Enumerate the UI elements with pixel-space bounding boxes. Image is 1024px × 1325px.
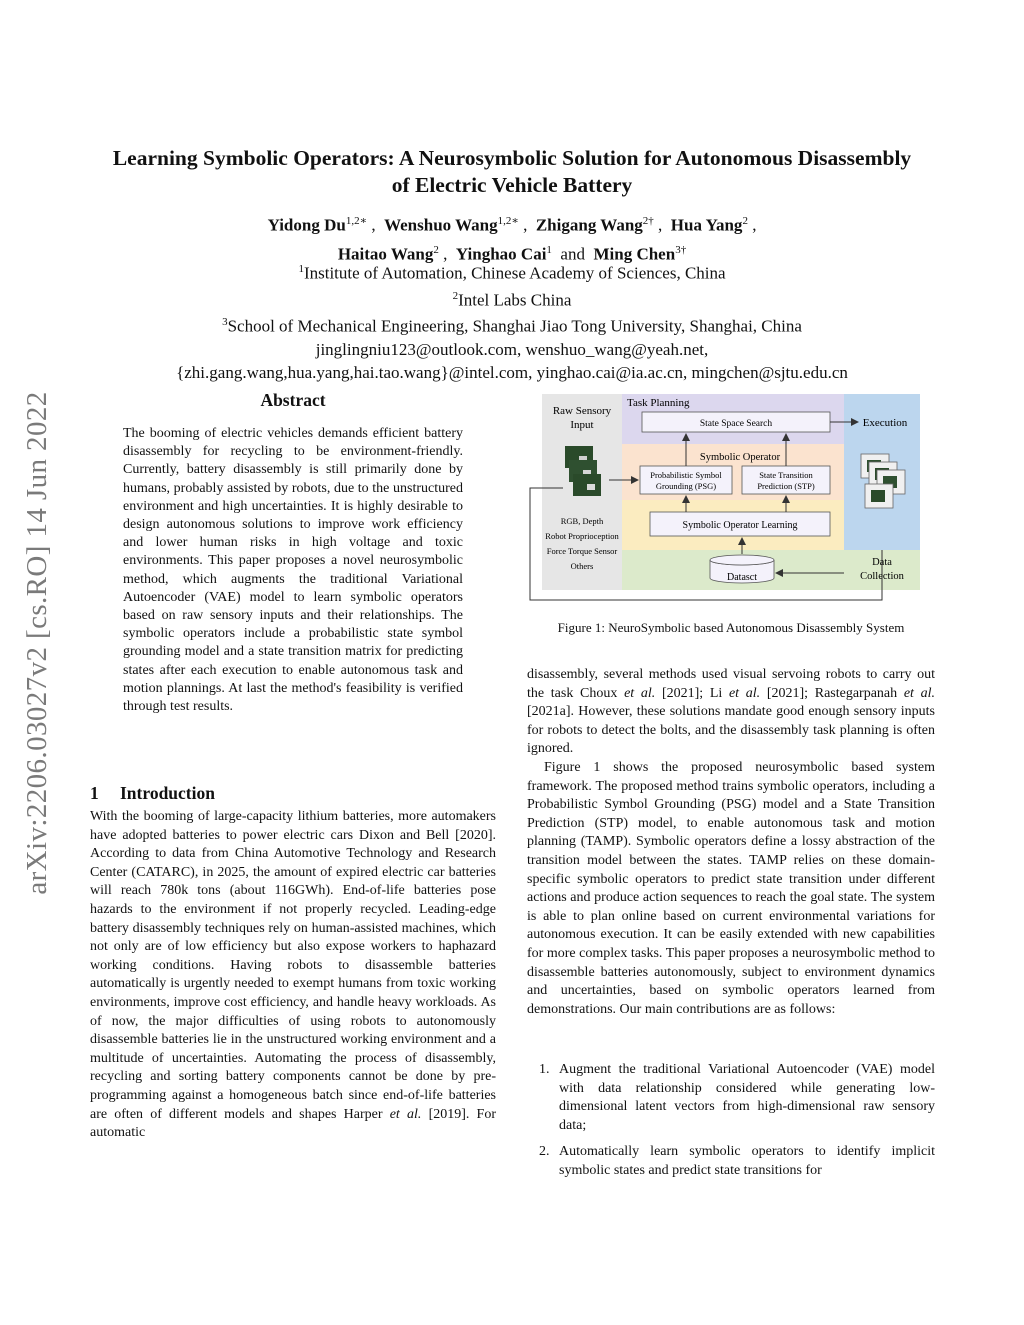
intro-paragraph: Figure 1 shows the proposed neurosymbolic based system framework. The proposed method trains symbolic operators, including a Probabilistic Symbol Grounding (PSG) model and a State Transition Prediction (STP) model, to enable autonomous task and motion planning (TAMP). Symbolic operators define a lossy abstraction of the transition model between the states. TAMP relies on these domain-specific symbolic operators to predict state transition under different actions and produce action sequences to reach the goal state. The system is able to plan online based on current environmental variations for autonomous execution. It can be easily extended with new capabilities for more complex tasks. This paper proposes a neurosymbolic method to disassemble batteries autonomously, subject to environment dynamics and uncertainties, based on symbolic operators learned from demonstrations. Our main contributions are as follows: — [527, 759, 935, 1017]
section-heading-introduction: 1 Introduction — [90, 783, 215, 803]
force-label: Force Torque Sensor — [546, 546, 618, 556]
email-line-2: {zhi.gang.wang,hua.yang,hai.tao.wang}@intel.com, yinghao.cai@ia.ac.cn, mingchen@sjtu.edu.cn — [176, 362, 848, 382]
stp-label: Prediction (STP) — [757, 481, 815, 491]
arxiv-side-stamp: arXiv:2206.03027v2 [cs.RO] 14 Jun 2022 — [21, 391, 53, 895]
affiliation-3: $^3$School of Mechanical Engineering, Shanghai Jiao Tong University, Shanghai, China — [222, 316, 802, 336]
figure-caption: Figure 1: NeuroSymbolic based Autonomous Disassembly System — [557, 620, 905, 635]
paper-title: Learning Symbolic Operators: A Neurosymbolic Solution for Autonomous Disassembly of Electric Vehicle Battery — [112, 146, 912, 197]
symbolic-operator-label: Symbolic Operator — [699, 452, 781, 463]
contributions-list — [527, 1061, 935, 1189]
author-name: Zhigang Wang — [535, 215, 643, 235]
affiliation-2: $^2$Intel Labs China — [452, 289, 572, 310]
psg-label: Probabilistic Symbol — [650, 470, 722, 480]
list-item: 1. Augment the traditional Variational Autoencoder (VAE) model with data relationship considered while generating low-dimensional latent vectors from high-dimensional raw sensory data; — [539, 1062, 935, 1133]
affiliations — [90, 258, 934, 384]
author-name: Hua Yang — [670, 215, 743, 235]
author-name: Wenshuo Wang — [384, 215, 498, 235]
author-name: Yinghao Cai — [455, 244, 547, 264]
psg-label: Grounding (PSG) — [655, 481, 717, 491]
data-collection-label: Data — [872, 557, 892, 568]
email-line-1: jinglingniu123@outlook.com, wenshuo_wang@yeah.net, — [315, 339, 709, 359]
state-space-search-label: State Space Search — [699, 419, 773, 429]
intro-right-column: disassembly, several methods used visual servoing robots to carry out the task Choux et al. [2021]; Li et al. [2021]; Rastegarpanah et al. [2021a]. However, these solutions mandate good enough sensory inputs for robots to detect the bolts, and the disassembly task planning is often ignored. Figure 1 shows the proposed neurosymbolic based system framework. The proposed method trains symbolic operators, including a Probabilistic Symbol Grounding (PSG) model and a State Transition Prediction (STP) model, to enable autonomous task and motion planning (TAMP). Symbolic operators define a lossy abstraction of the transition model between the states. TAMP relies on these domain-specific symbolic operators to predict state transition under different actions and produce action sequences to reach the goal state. The system is able to plan online based on current environmental variations for autonomous execution. It can be easily extended with new capabilities for more complex tasks. This paper proposes a neurosymbolic method to disassemble batteries autonomously, subject to environment dynamics and uncertainties, based on symbolic operators learned from demonstrations. Our main contributions are as follows: — [527, 666, 935, 1019]
abstract-text: The booming of electric vehicles demands efficient battery disassembly for recycling to be environment-friendly. Currently, battery disassembly is still primarily done by humans, probably assisted by robots, due to the unstructured environment and high uncertainties. It is highly desirable to design autonomous solutions to improve work efficiency and lower human risks in high voltage and toxic environments. This paper proposes a novel neurosymbolic method, which augments the traditional Variational Autoencoder (VAE) model to learn symbolic operators based on raw sensory inputs and their relationships. The symbolic operators include a probabilistic state symbol grounding model and a state transition matrix for predicting states after each execution to enable autonomous task and motion plannings. At last the method's feasibility is verified through test results. — [123, 426, 463, 715]
abstract-heading: Abstract — [260, 390, 326, 410]
raw-input-label: Raw Sensory — [552, 405, 612, 417]
execution-label: Execution — [862, 417, 908, 429]
list-item: 2. Automatically learn symbolic operators to identify implicit symbolic states and predict state transitions for — [539, 1144, 935, 1178]
data-collection-label: Collection — [860, 571, 904, 582]
stp-label: State Transition — [759, 470, 813, 480]
intro-left-column: With the booming of large-capacity lithium batteries, more automakers have adopted batteries to power electric cars Dixon and Bell [2020]. According to data from China Automotive Technology and Research Center (CATARC), in 2025, the amount of expired electric car batteries will reach 780k tons (about 116GWh). End-of-life batteries pose hazards to the environment if not properly recycled. Leading-edge battery disassembly techniques rely on human-assisted machines, which not only are of low efficiency but also expose workers to haphazard working conditions. Having robots to disassemble batteries automatically is urgently needed to exempt humans from toxic working environments, improve cost efficiency, and handle heavy workloads. As of now, the major difficulties of using robots to autonomously disassemble batteries lie in the unstructured working environment and a multitude of uncertainties. Automating the process of disassembly, recycling and sorting battery components cannot be done by pre-programming against a homogeneous batch since end-of-life batteries are often of different models and shapes Harper et al. [2019]. For automatic — [90, 809, 497, 1141]
affiliation-1: $^1$Institute of Automation, Chinese Academy of Sciences, China — [298, 263, 726, 283]
learning-label: Symbolic Operator Learning — [682, 520, 798, 531]
author-list: Yidong $Du^{1,2∗}$ , Wenshuo Wang$^{1,2∗}$ , Zhigang Wang$^{2\dagger}$ , Hua Yang$^2$ , Haitao Wang$^2$ , Yinghao Cai$^1$ and Ming Chen$^{3\dagger}$ — [267, 215, 757, 264]
others-label: Others — [570, 561, 594, 571]
author-name: Haitao Wang — [337, 244, 434, 264]
rgb-label: RGB, Depth — [560, 516, 604, 526]
figure-1-diagram — [527, 388, 935, 606]
author-name: Ming Chen — [593, 244, 676, 264]
robot-prop-label: Robot Proprioception — [545, 531, 619, 541]
raw-input-label: Input — [570, 419, 594, 431]
dataset-label: Datasct — [727, 572, 757, 583]
task-planning-label: Task Planning — [627, 397, 690, 409]
author-name: Yidong Du — [267, 215, 346, 235]
